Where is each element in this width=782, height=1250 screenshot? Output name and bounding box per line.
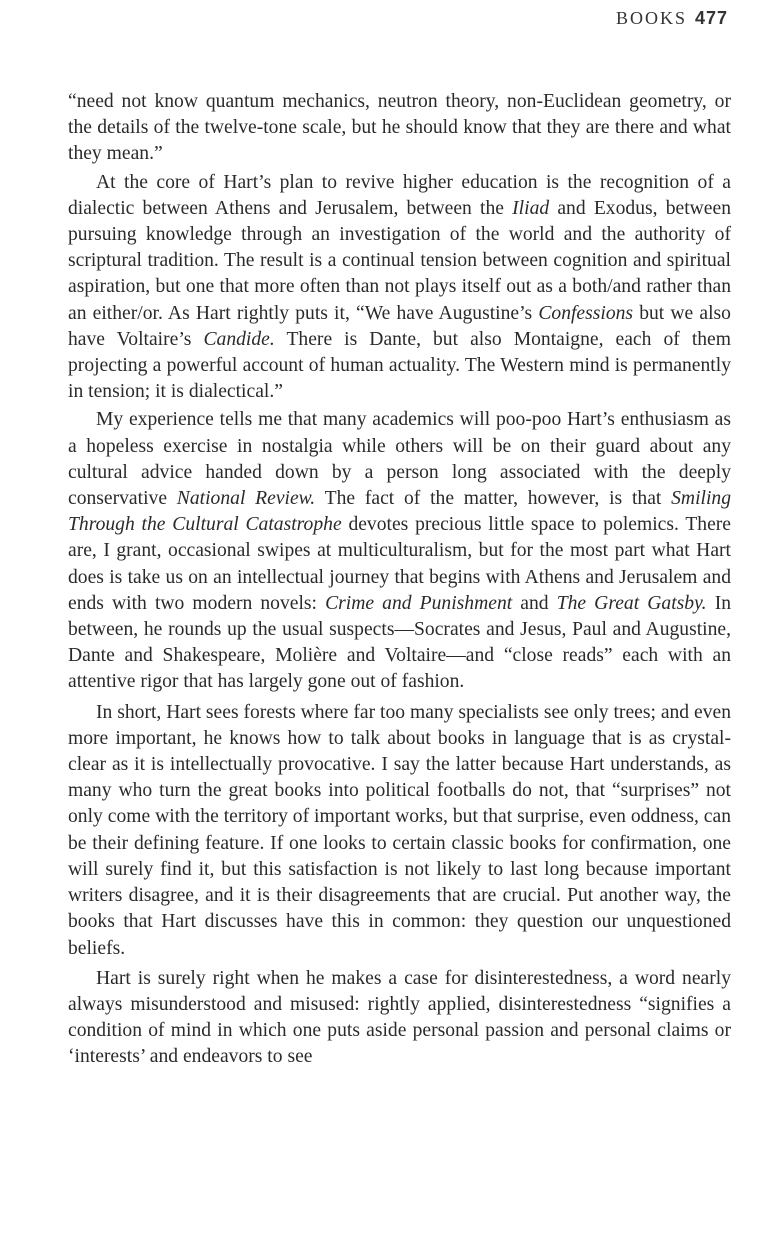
text-run: There is Dante, but also Montaigne, each of them projecting a powerful account of human actuality. The Western mind is permanently in tension; it is dialectical.” xyxy=(68,328,731,403)
paragraph xyxy=(68,170,731,406)
body-text xyxy=(68,89,731,1071)
italic-title: The Great Gatsby. xyxy=(556,592,707,614)
paragraph xyxy=(68,89,731,168)
text-run: Hart is surely right when he makes a case for disinterestedness, a word nearly always misunderstood and misused: rightly applied, disinterestedness “signifies a condition of mind in which one puts aside personal passion and personal claims or ‘interests’ and endeavors to see xyxy=(68,967,731,1068)
text-run: At the core of Hart’s plan to revive higher education is the recognition of a dialectic between Athens and Jerusalem, between the xyxy=(68,171,731,219)
text-run: but we also have Voltaire’s xyxy=(68,302,731,350)
paragraph xyxy=(68,700,731,962)
text-run: In short, Hart sees forests where far too many specialists see only trees; and even more important, he knows how to talk about books in language that is as crystal-clear as it is intellectually provocative. I say the latter because Hart understands, as many who turn the great books into political footballs do not, that “surprises” not only come with the territory of important works, but that surprise, even oddness, can be their defining feature. If one looks to certain classic books for confirmation, one will surely find it, but this satisfaction is not likely to last long because important writers disagree, and it is their disagreements that are crucial. Put another way, the books that Hart discusses have this in common: they question our unquestioned beliefs. xyxy=(68,701,731,959)
italic-title: Candide. xyxy=(203,328,275,350)
italic-title: Smiling Through the Cultural Catastrophe xyxy=(68,488,731,536)
text-run: devotes precious little space to polemics. There are, I grant, occasional swipes at multiculturalism, but for the most part what Hart does is take us on an intellectual journey that begins with Athens and Jerusalem and ends with two modern novels: xyxy=(68,514,732,614)
italic-title: Confessions xyxy=(538,302,634,324)
section-title: BOOKS xyxy=(615,8,687,28)
paragraph xyxy=(68,966,731,1071)
text-run: My experience tells me that many academics will poo-poo Hart’s enthusiasm as a hopeless exercise in nostalgia while others will be on their guard about any cultural advice handed down by a person long associated with the deeply conservative xyxy=(68,409,731,510)
italic-title: Crime and Punishment xyxy=(325,592,513,614)
running-head xyxy=(616,8,728,29)
text-run: In between, he rounds up the usual suspects—Socrates and Jesus, Paul and Augustine, Dante and Shakespeare, Molière and Voltaire—and “close reads” each with an attentive rigor that has largely gone out of fashion. xyxy=(68,592,732,693)
text-run: and xyxy=(512,592,557,614)
paragraph xyxy=(68,407,731,695)
page-number: 477 xyxy=(694,8,728,28)
text-run: and Exodus, between pursuing knowledge through an investigation of the world and the authority of scriptural tradition. The result is a continual tension between cognition and spiritual aspiration, but one that more often than not plays itself out as a both/and rather than an either/or. As Hart rightly puts it, “We have Augustine’s xyxy=(68,197,731,324)
italic-title: National Review. xyxy=(176,488,316,510)
italic-title: Iliad xyxy=(512,197,550,219)
text-run: “need not know quantum mechanics, neutron theory, non-Euclidean geometry, or the details of the twelve-tone scale, but he should know that they are there and what they mean.” xyxy=(68,91,731,165)
text-run: The fact of the matter, however, is that xyxy=(315,488,672,510)
